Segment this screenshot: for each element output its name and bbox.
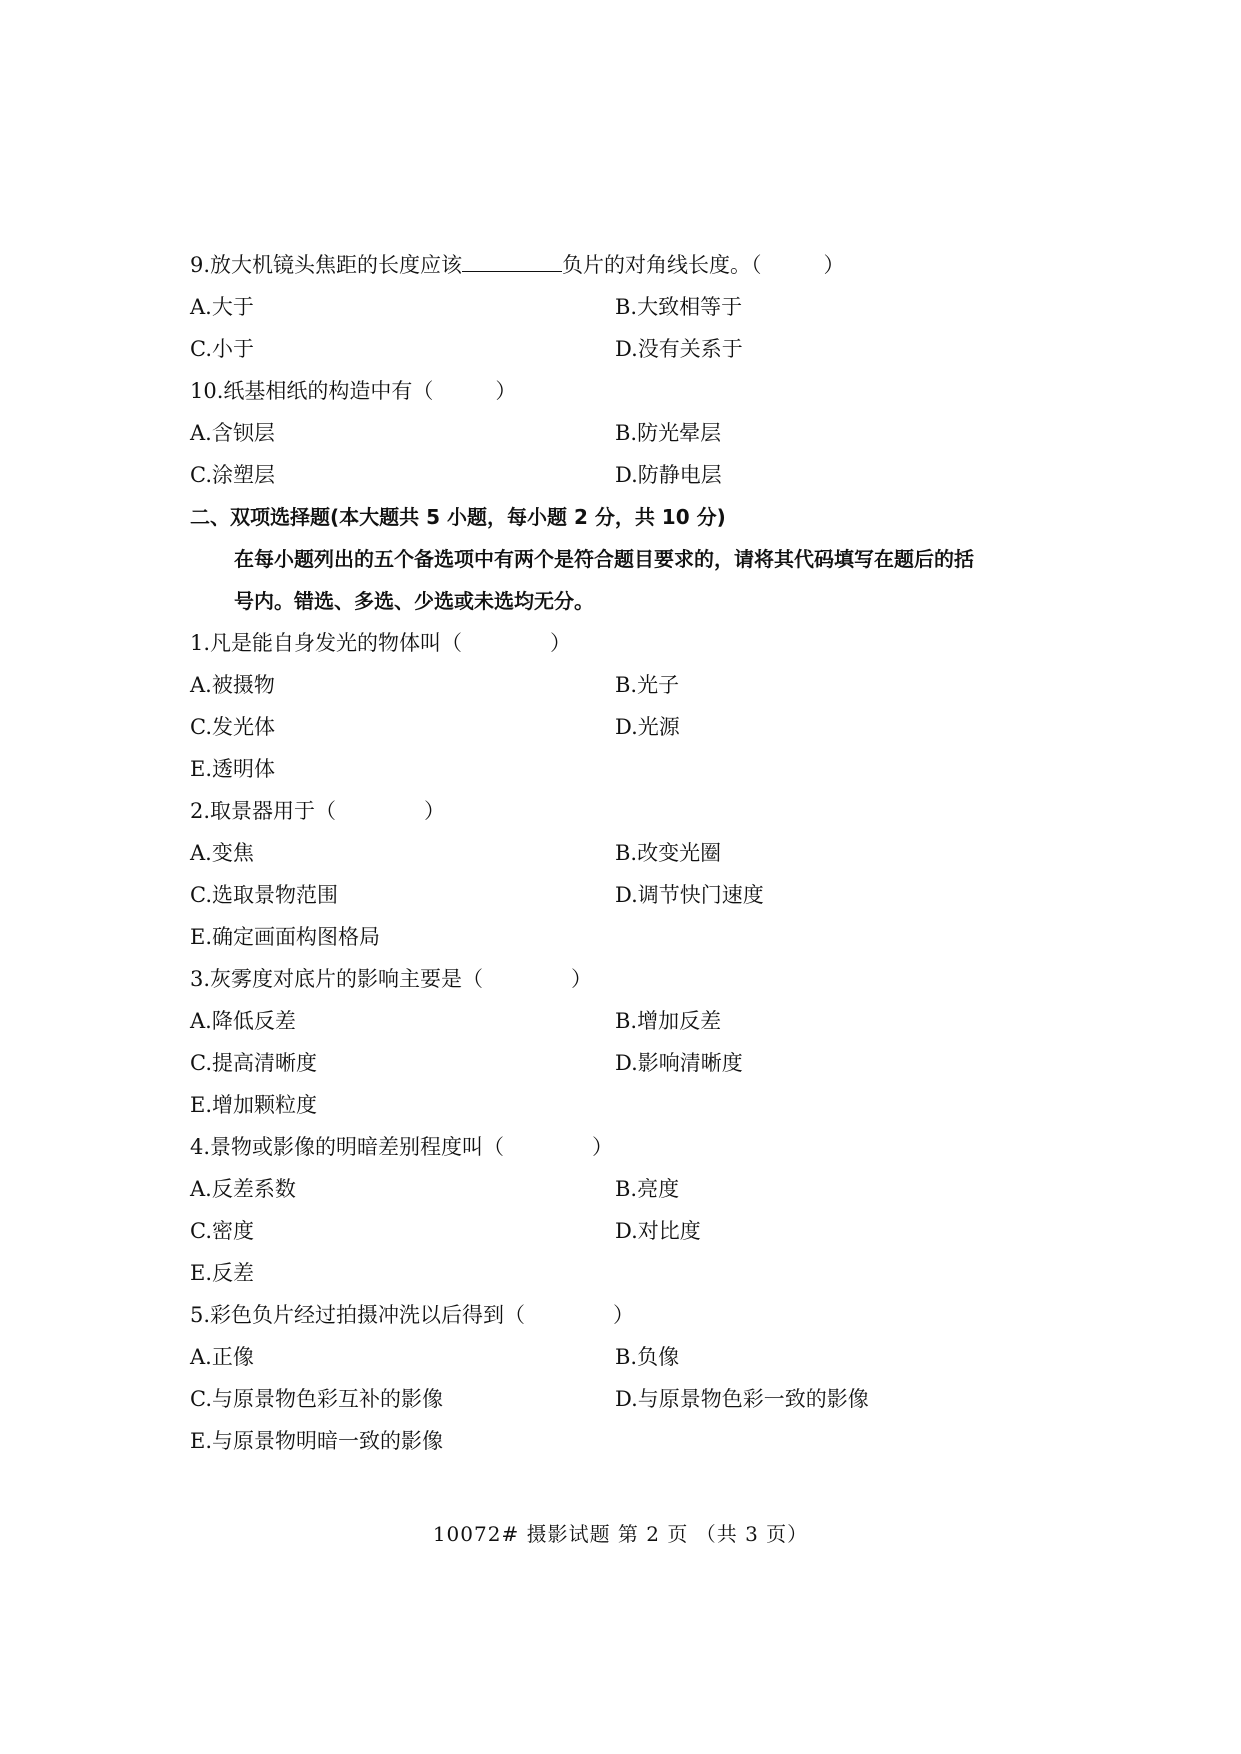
option-a: A.正像 [190, 1345, 254, 1369]
option-b: B.增加反差 [615, 1009, 722, 1033]
option-a: A.反差系数 [190, 1177, 296, 1201]
close-paren: ） [613, 1303, 635, 1327]
s2-question-3-text: 3.灰雾度对底片的影响主要是（ [190, 967, 484, 991]
option-c: C.与原景物色彩互补的影像 [190, 1387, 443, 1411]
option-d: D.防静电层 [615, 463, 722, 487]
question-9-text-after: 负片的对角线长度。（ [562, 253, 762, 277]
question-10-options-row-1 [190, 412, 1070, 454]
option-c: C.选取景物范围 [190, 883, 338, 907]
question-9-text-before: 9.放大机镜头焦距的长度应该 [190, 253, 463, 277]
option-a: A.变焦 [190, 841, 254, 865]
option-b: B.亮度 [615, 1177, 680, 1201]
s2-question-4-options-row-2 [190, 1210, 1070, 1252]
section-2-heading: 二、双项选择题(本大题共 5 小题，每小题 2 分，共 10 分) [190, 505, 726, 529]
section-2-instruction-line-2: 号内。错选、多选、少选或未选均无分。 [234, 589, 594, 613]
s2-question-5-text: 5.彩色负片经过拍摄冲洗以后得到（ [190, 1303, 526, 1327]
fill-blank [462, 249, 562, 272]
option-b: B.光子 [615, 673, 680, 697]
s2-question-1-options-row-2 [190, 706, 1070, 748]
s2-question-5-options-row-3 [190, 1420, 1070, 1462]
close-paren: ） [592, 1135, 614, 1159]
s2-question-1-stem [190, 622, 1070, 664]
s2-question-2-options-row-2 [190, 874, 1070, 916]
close-paren: ） [823, 253, 845, 277]
option-a: A.被摄物 [190, 673, 275, 697]
section-2-instruction-line-1: 在每小题列出的五个备选项中有两个是符合题目要求的，请将其代码填写在题后的括 [234, 547, 974, 571]
option-c: C.发光体 [190, 715, 275, 739]
s2-question-5-stem [190, 1294, 1070, 1336]
s2-question-2-stem [190, 790, 1070, 832]
question-10-text: 10.纸基相纸的构造中有（ [190, 379, 434, 403]
option-d: D.调节快门速度 [615, 883, 764, 907]
question-9-stem [190, 244, 1070, 286]
page-footer: 10072# 摄影试题 第 2 页 （共 3 页） [432, 1522, 809, 1546]
option-e: E.增加颗粒度 [190, 1093, 318, 1117]
option-a: A.大于 [190, 295, 254, 319]
option-a: A.降低反差 [190, 1009, 296, 1033]
option-d: D.影响清晰度 [615, 1051, 743, 1075]
s2-question-4-text: 4.景物或影像的明暗差别程度叫（ [190, 1135, 505, 1159]
option-e: E.透明体 [190, 757, 276, 781]
close-paren: ） [571, 967, 593, 991]
option-d: D.对比度 [615, 1219, 701, 1243]
close-paren: ） [550, 631, 572, 655]
s2-question-1-options-row-3 [190, 748, 1070, 790]
s2-question-2-text: 2.取景器用于（ [190, 799, 337, 823]
s2-question-3-options-row-2 [190, 1042, 1070, 1084]
s2-question-4-options-row-1 [190, 1168, 1070, 1210]
question-9-options-row-1 [190, 286, 1070, 328]
option-d: D.没有关系于 [615, 337, 743, 361]
s2-question-3-options-row-3 [190, 1084, 1070, 1126]
option-c: C.小于 [190, 337, 254, 361]
option-d: D.与原景物色彩一致的影像 [615, 1387, 869, 1411]
close-paren: ） [424, 799, 446, 823]
option-b: B.防光晕层 [615, 421, 722, 445]
s2-question-4-stem [190, 1126, 1070, 1168]
option-c: C.提高清晰度 [190, 1051, 317, 1075]
option-d: D.光源 [615, 715, 680, 739]
option-c: C.密度 [190, 1219, 254, 1243]
s2-question-5-options-row-1 [190, 1336, 1070, 1378]
s2-question-2-options-row-3 [190, 916, 1070, 958]
option-b: B.负像 [615, 1345, 680, 1369]
s2-question-3-stem [190, 958, 1070, 1000]
option-b: B.大致相等于 [615, 295, 743, 319]
option-c: C.涂塑层 [190, 463, 275, 487]
s2-question-1-options-row-1 [190, 664, 1070, 706]
question-10-options-row-2 [190, 454, 1070, 496]
s2-question-4-options-row-3 [190, 1252, 1070, 1294]
option-a: A.含钡层 [190, 421, 275, 445]
exam-content [190, 244, 1070, 1462]
s2-question-2-options-row-1 [190, 832, 1070, 874]
option-e: E.与原景物明暗一致的影像 [190, 1429, 444, 1453]
option-e: E.确定画面构图格局 [190, 925, 381, 949]
question-10-stem [190, 370, 1070, 412]
s2-question-3-options-row-1 [190, 1000, 1070, 1042]
option-b: B.改变光圈 [615, 841, 722, 865]
s2-question-1-text: 1.凡是能自身发光的物体叫（ [190, 631, 463, 655]
close-paren: ） [495, 379, 517, 403]
s2-question-5-options-row-2 [190, 1378, 1070, 1420]
question-9-options-row-2 [190, 328, 1070, 370]
option-e: E.反差 [190, 1261, 255, 1285]
